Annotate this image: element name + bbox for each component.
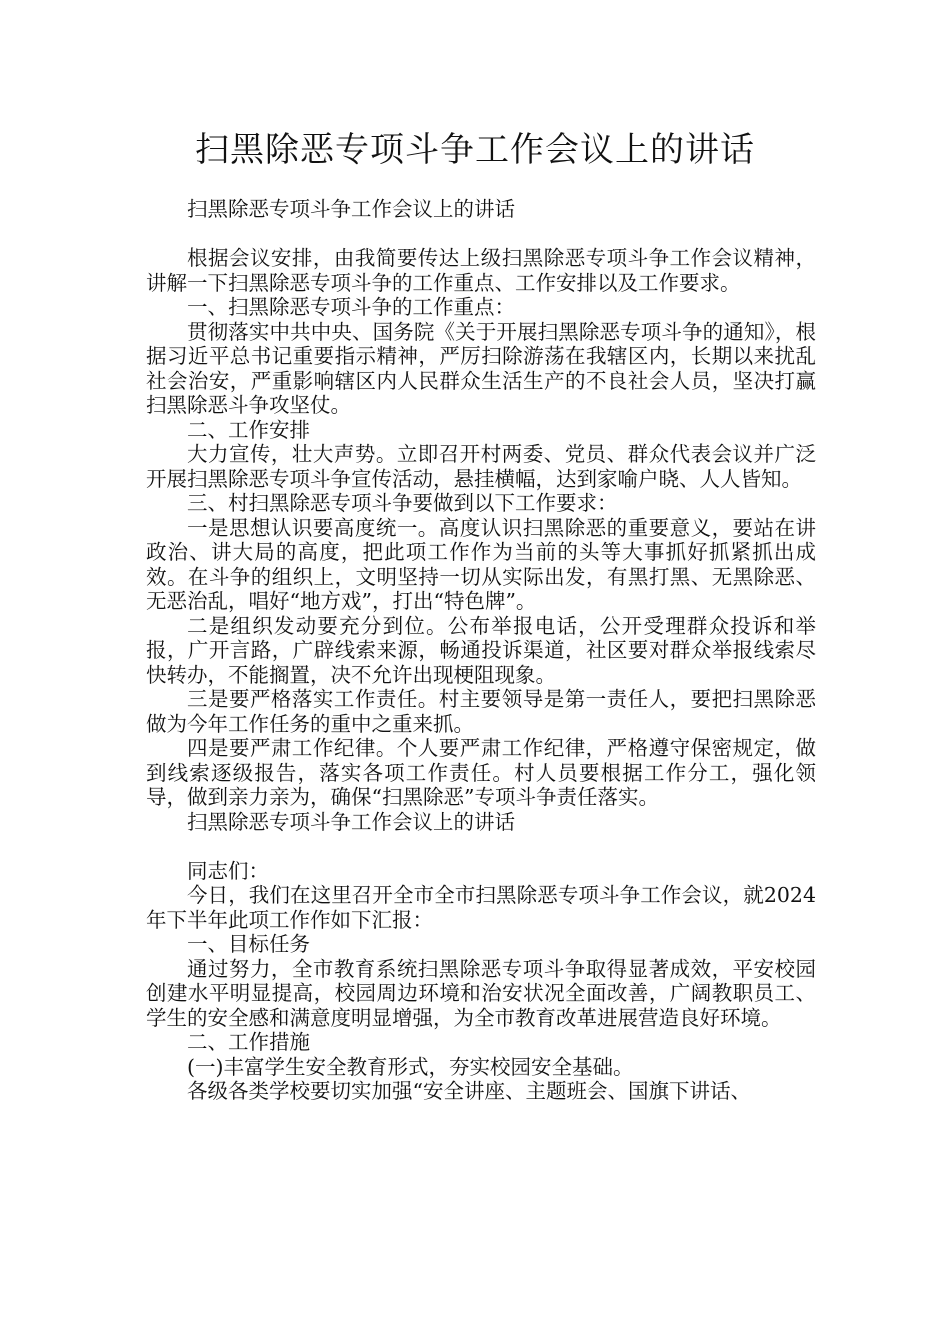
document-body	[146, 197, 816, 1104]
paragraph: 二是组织发动要充分到位。公布举报电话，公开受理群众投诉和举报，广开言路，广辟线索来源，畅通投诉渠道，社区要对群众举报线索尽快转办，不能搁置，决不允许出现梗阻现象。	[146, 613, 816, 687]
paragraph: 四是要严肃工作纪律。个人要严肃工作纪律，严格遵守保密规定，做到线索逐级报告，落实各项工作责任。村人员要根据工作分工，强化领导，做到亲力亲为，确保“扫黑除恶”专项斗争责任落实。	[146, 736, 816, 809]
section-heading: 一、目标任务	[187, 932, 310, 956]
paragraph: 各级各类学校要切实加强“安全讲座、主题班会、国旗下讲话、	[187, 1079, 751, 1103]
paragraph: 贯彻落实中共中央、国务院《关于开展扫黑除恶专项斗争的通知》，根据习近平总书记重要指示精神，严厉扫除游荡在我辖区内，长期以来扰乱社会治安，严重影响辖区内人民群众生活生产的不良社会人员，坚决打赢扫黑除恶斗争攻坚仗。	[146, 319, 816, 417]
section-heading: 三、村扫黑除恶专项斗争要做到以下工作要求：	[187, 491, 618, 515]
paragraph: 通过努力，全市教育系统扫黑除恶专项斗争取得显著成效，平安校园创建水平明显提高，校园周边环境和治安状况全面改善，广阔教职员工、学生的安全感和满意度明显增强，为全市教育改革进展营造良好环境。	[146, 956, 816, 1030]
paragraph-subtitle: 扫黑除恶专项斗争工作会议上的讲话	[187, 197, 515, 221]
document-title: 扫黑除恶专项斗争工作会议上的讲话	[195, 130, 755, 170]
paragraph: 今日，我们在这里召开全市全市扫黑除恶专项斗争工作会议，就2024年下半年此项工作作如下汇报：	[146, 883, 816, 932]
paragraph: 大力宣传，壮大声势。立即召开村两委、党员、群众代表会议并广泛开展扫黑除恶专项斗争宣传活动，悬挂横幅，达到家喻户晓、人人皆知。	[146, 442, 816, 491]
sub-heading: (一)丰富学生安全教育形式，夯实校园安全基础。	[187, 1054, 634, 1079]
section-heading: 一、扫黑除恶专项斗争的工作重点：	[187, 295, 515, 319]
section-heading: 二、工作安排	[187, 417, 310, 442]
section-heading: 二、工作措施	[187, 1030, 310, 1054]
paragraph-subtitle: 扫黑除恶专项斗争工作会议上的讲话	[187, 809, 515, 834]
salutation: 同志们：	[187, 858, 269, 883]
paragraph: 根据会议安排，由我简要传达上级扫黑除恶专项斗争工作会议精神，讲解一下扫黑除恶专项斗争的工作重点、工作安排以及工作要求。	[146, 246, 816, 295]
paragraph: 一是思想认识要高度统一。高度认识扫黑除恶的重要意义，要站在讲政治、讲大局的高度，把此项工作作为当前的头等大事抓好抓紧抓出成效。在斗争的组织上，文明坚持一切从实际出发，有黑打黑、无黑除恶、无恶治乱，唱好“地方戏”，打出“特色牌”。	[146, 515, 816, 613]
paragraph: 三是要严格落实工作责任。村主要领导是第一责任人，要把扫黑除恶做为今年工作任务的重中之重来抓。	[146, 687, 816, 736]
